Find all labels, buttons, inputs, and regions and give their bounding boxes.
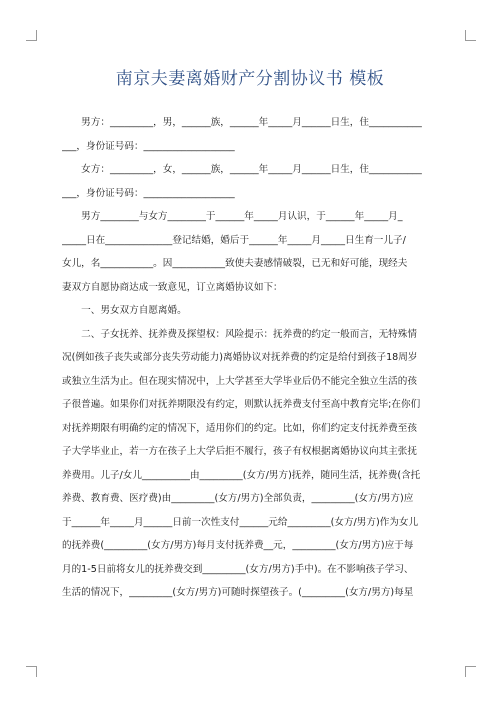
- document-title: 南京夫妻离婚财产分割协议书 模板: [115, 69, 385, 89]
- text-line: 的抚养费(_________(女方/男方)每月支付抚养费__元，_________(女方/男方)应于每: [62, 540, 414, 551]
- text-line: 二、子女抚养、抚养费及探望权：风险提示：抚养费的约定一般而言，无特殊情: [62, 328, 417, 340]
- text-line: ___，身份证号码：___________________: [62, 187, 235, 199]
- text-line: _____日在______________登记结婚，婚后于______年_____月_____日生育一儿子/: [62, 234, 406, 246]
- text-line: 妻双方自愿协商达成一致意见，订立离婚协议如下：: [62, 281, 283, 293]
- text-line: 女方：_________，女，______族，______年_____月______日生，住___________: [62, 164, 422, 175]
- text-line: 养费、教育费、医疗费)由_________(女方/男方)全部负责，_________(女方/男方)应: [62, 493, 414, 504]
- text-line: 月的1-5日前将女儿的抚养费交到_________(女方/男方)手中)。在不影响孩子学习、: [62, 563, 414, 575]
- text-line: 生活的情况下，_________(女方/男方)可随时探望孩子。(_________(女方/男方)每星: [62, 587, 414, 598]
- text-line: ___，身份证号码：___________________: [62, 140, 235, 152]
- crop-mark-top-left: [26, 30, 37, 41]
- text-line: 女儿，名___________。因___________致使夫妻感情破裂，已无和好可能，现经夫: [62, 258, 408, 269]
- crop-mark-top-right: [465, 30, 476, 41]
- text-line: 男方________与女方________于______年_____月认识，于______年_____月_: [62, 211, 403, 222]
- text-line: 于______年_____月______日前一次性支付______元给_________(女方/男方)作为女儿: [62, 516, 419, 528]
- text-line: 或独立生活为止。但在现实情况中，上大学甚至大学毕业后仍不能完全独立生活的孩: [62, 375, 417, 387]
- text-line: 一、男女双方自愿离婚。: [62, 305, 187, 316]
- text-line: 子大学毕业止，若一方在孩子上大学后拒不履行，孩子有权根据离婚协议向其主张抚: [62, 446, 417, 457]
- text-line: 养费用。儿子/女儿__________由_________(女方/男方)抚养，随同生活，抚养费(含托: [62, 469, 421, 481]
- text-line: 子很普遍。如果你们对抚养期限没有约定，则默认抚养费支付至高中教育完毕;在你们: [62, 399, 421, 410]
- text-line: 况(例如孩子丧失或部分丧失劳动能力)离婚协议对抚养费的约定是给付到孩子18周岁: [62, 352, 418, 363]
- crop-mark-bottom-left: [26, 666, 37, 677]
- text-line: 男方：_________，男，______族，______年_____月______日生，住___________: [62, 117, 422, 128]
- crop-mark-bottom-right: [465, 666, 476, 677]
- text-line: 对抚养期限有明确约定的情况下，适用你们的约定。比如，你们约定支付抚养费至孩: [62, 422, 417, 434]
- document-body: [62, 111, 439, 605]
